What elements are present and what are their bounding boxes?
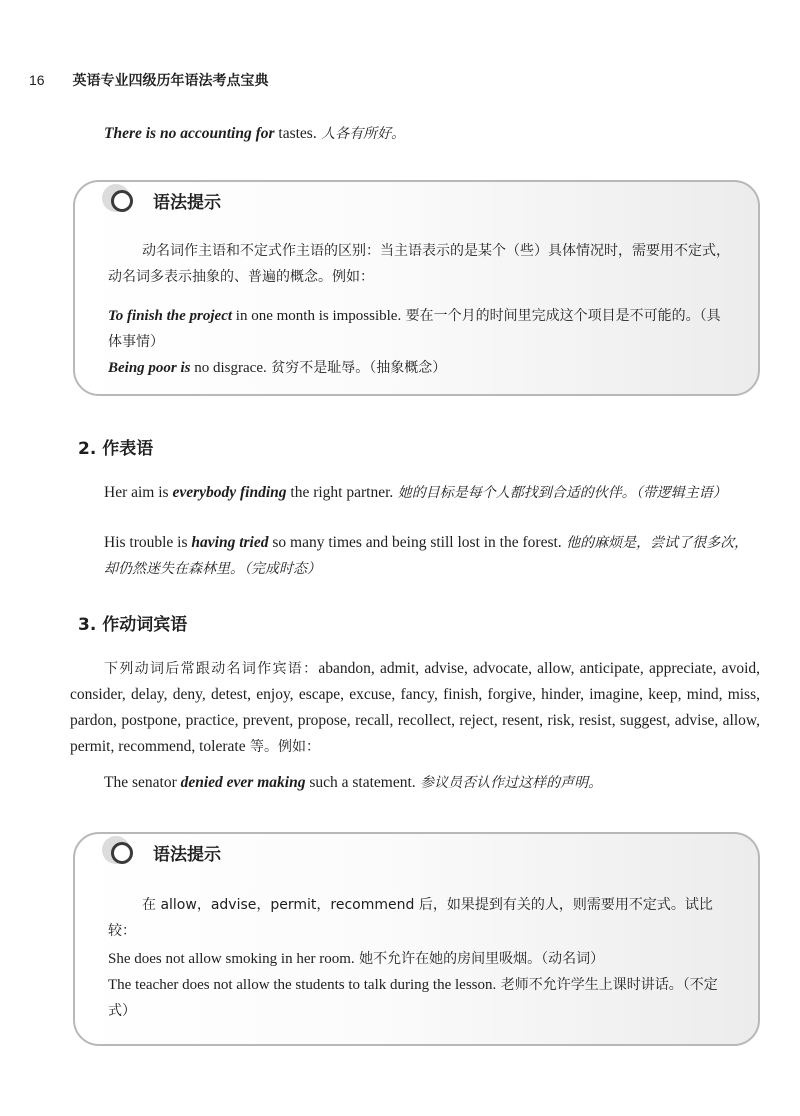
example-rest: no disgrace.: [190, 360, 267, 376]
grammar-tip-example-2: [108, 972, 734, 1024]
example-pre: Her aim is: [104, 484, 173, 501]
grammar-tip-example-1: [108, 946, 734, 972]
intro-example-bold: There is no accounting for: [104, 125, 275, 142]
example-rest: in one month is impossible.: [232, 308, 402, 324]
book-title: 英语专业四级历年语法考点宝典: [72, 72, 269, 88]
intro-example: [104, 121, 760, 147]
grammar-tip-box-1: [73, 180, 760, 396]
example-pre: His trouble is: [104, 534, 192, 551]
grammar-tip-header: [111, 840, 221, 865]
example-post: the right partner.: [286, 484, 394, 501]
section-2-title: 2. 作表语: [78, 439, 154, 459]
example-cn: 贫穷不是耻辱。（抽象概念）: [266, 360, 447, 376]
example-bold: denied ever making: [180, 774, 306, 791]
example-cn: 他的麻烦是，尝试了很多次，却仍然迷失在森林里。（完成时态）: [104, 535, 749, 577]
section-2-example-1: [104, 480, 760, 506]
section-3-verb-list: [70, 656, 760, 760]
section-2-example-2: [104, 530, 760, 582]
page-header: [29, 70, 268, 90]
intro-example-cn: 人各有所好。: [316, 126, 406, 142]
example-post: so many times and being still lost in the forest.: [268, 534, 562, 551]
grammar-tip-text: 在 allow，advise，permit，recommend 后，如果提到有关的人，则需要用不定式。试比较：: [108, 897, 713, 939]
example-post: such a statement.: [305, 774, 416, 791]
example-en: She does not allow smoking in her room.: [108, 951, 355, 967]
example-cn: 她不允许在她的房间里吸烟。（动名词）: [354, 951, 605, 967]
verb-list: abandon, admit, advise, advocate, allow, anticipate, appreciate, avoid, consider, delay, deny, detest, enjoy, escape, excuse, fancy, finish, forgive, hinder, imagine, keep, mind, miss, pardon, postpone, practice, prevent, propose, recall, recollect, reject, resent, risk, resist, suggest, advise, allow, permit, recommend, tolerate: [70, 660, 760, 755]
example-bold: To finish the project: [108, 308, 233, 324]
grammar-tip-example-2: [108, 355, 734, 381]
example-cn: 要在一个月的时间里完成这个项目是不可能的。（具体事情）: [108, 308, 721, 350]
tip-icon: [111, 190, 133, 212]
intro-example-rest: tastes.: [274, 125, 317, 142]
page-number: 16: [29, 72, 45, 88]
grammar-tip-example-1: [108, 303, 734, 355]
grammar-tip-title: 语法提示: [153, 193, 221, 213]
example-cn: 参议员否认作过这样的声明。: [415, 775, 603, 791]
grammar-tip-title: 语法提示: [153, 845, 221, 865]
section-3-title: 3. 作动词宾语: [78, 615, 188, 635]
verb-list-intro: 下列动词后常跟动名词作宾语：: [104, 661, 319, 677]
grammar-tip-box-2: [73, 832, 760, 1046]
example-bold: everybody finding: [172, 484, 287, 501]
example-pre: The senator: [104, 774, 181, 791]
section-3-example: [104, 770, 760, 796]
grammar-tip-header: [111, 188, 221, 213]
tip-icon: [111, 842, 133, 864]
example-bold: having tried: [191, 534, 269, 551]
example-cn: 她的目标是每个人都找到合适的伙伴。（带逻辑主语）: [393, 485, 727, 501]
verb-list-tail: 等。例如：: [245, 739, 321, 755]
grammar-tip-text: 动名词作主语和不定式作主语的区别：当主语表示的是某个（些）具体情况时，需要用不定式，动名词多表示抽象的、普遍的概念。例如：: [108, 243, 730, 285]
example-cn: 老师不允许学生上课时讲话。（不定式）: [108, 977, 718, 1019]
example-en: The teacher does not allow the students to talk during the lesson.: [108, 977, 497, 993]
example-bold: Being poor is: [108, 360, 191, 376]
